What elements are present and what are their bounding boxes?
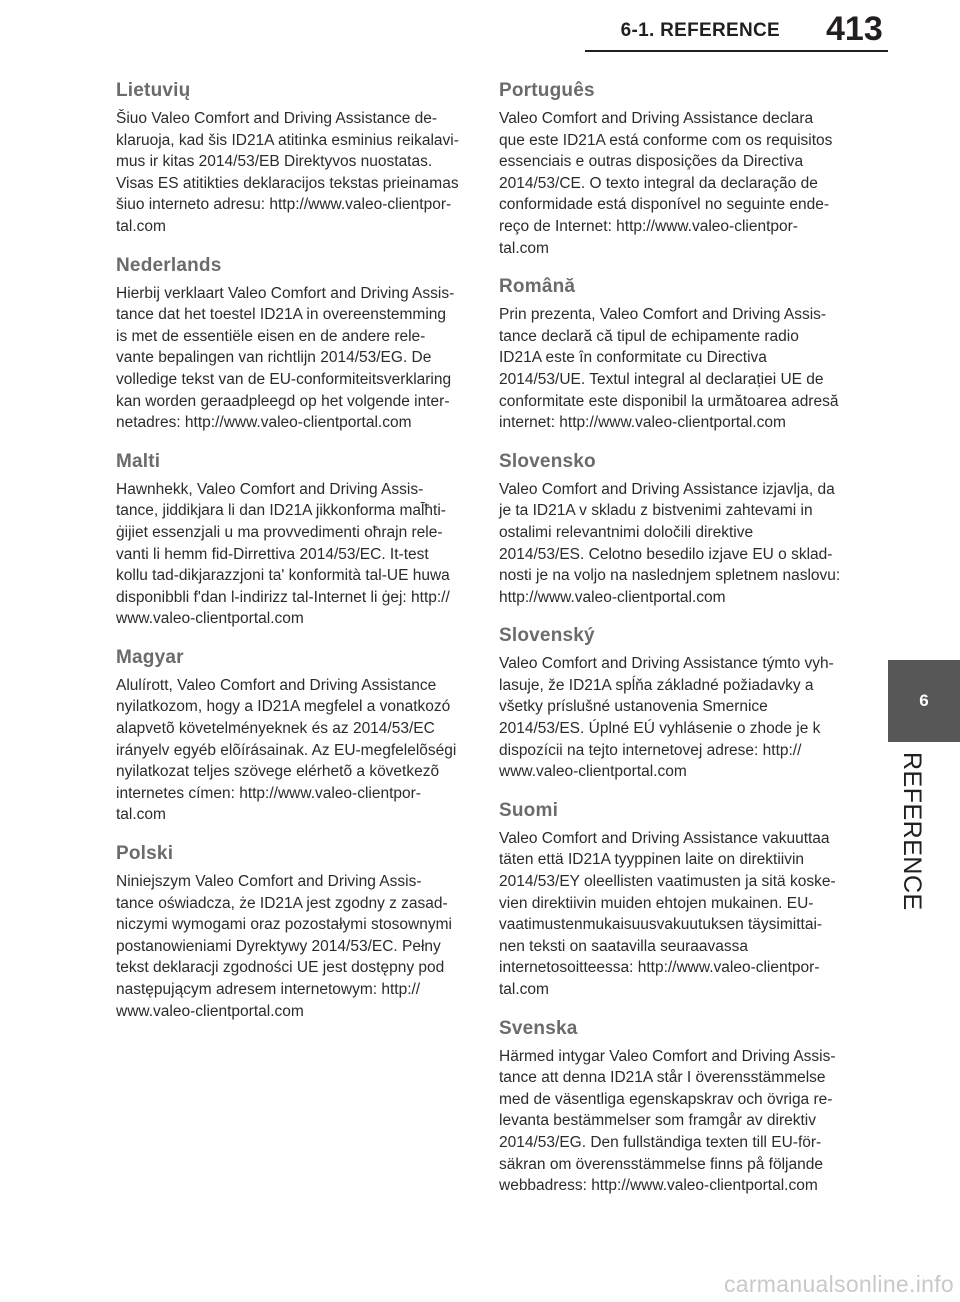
declaration-text: Valeo Comfort and Driving Assistance izjavlja, da je ta ID21A v skladu z bistvenimi zahtevami in ostalimi relevantnimi določili direktive 2014/53/ES. Celotno besedilo izjave EU o sklad- nosti je na voljo na naslednjem spletnem naslovu: http://www.valeo-clientportal.com [499,480,841,606]
language-heading: Nederlands [116,254,222,276]
page-number: 413 [826,10,883,48]
declaration-svenska [499,1018,849,1197]
declaration-text: Hawnhekk, Valeo Comfort and Driving Assis- tance, jiddikjara li dan ID21A jikkonforma mal̄ħti- ġijiet essenzjali u ma provvedimenti oħrajn rele- vanti li hemm fid-Dirrettiva 2014/53/EC. It-test kollu tad-dikjarazzjoni ta' konformità tal-UE huwa disponibbli f'dan l-indirizz tal-Internet li ġej: http:// www.valeo-clientportal.com [116,480,450,628]
language-heading: Slovensko [499,450,596,472]
language-heading: Português [499,80,595,101]
declaration-romana [499,276,849,434]
language-heading: Slovenský [499,625,595,647]
declaration-slovensko [499,451,849,609]
declaration-text: Alulírott, Valeo Comfort and Driving Assistance nyilatkozom, hogy a ID21A megfelel a vonatkozó alapvetõ követelményeknek és az 2014/53/EC irányelv egyéb elõírásainak. Az EU-megfelelõségi nyilatkozat teljes szövege elérhetõ a következõ internetes címen: http://www.valeo-clientpor- tal.com [116,676,457,824]
chapter-title: REFERENCE [898,752,926,911]
declaration-magyar [116,647,466,826]
declaration-text: Härmed intygar Valeo Comfort and Driving Assis- tance att denna ID21A står I överensstämmelse med de väsentliga egenskapskrav och övriga re- levanta bestämmelser som framgår av direktiv 2014/53/EG. Den fullständiga texten till EU-för- säkran om överensstämmelse finns på följande webbadress: http://www.valeo-clientportal.com [499,1047,836,1195]
language-heading: Magyar [116,646,184,668]
language-heading: Svenska [499,1017,578,1039]
declaration-text: Valeo Comfort and Driving Assistance vakuuttaa täten että ID21A tyyppinen laite on direktiivin 2014/53/EY oleellisten vaatimusten ja sitä koske- vien direktiivin muiden ehtojen mukainen. EU- vaatimustenmukaisuusvakuutuksen täysimittai- nen teksti on saatavilla seuraavassa internetosoitteessa: http://www.valeo-clientpor- tal.com [499,829,836,998]
declaration-malti [116,451,466,630]
declaration-suomi [499,800,849,1001]
chapter-number: 6 [919,691,929,710]
declaration-text: Valeo Comfort and Driving Assistance declara que este ID21A está conforme com os requisitos essenciais e outras disposições da Directiva 2014/53/CE. O texto integral da declaração de conformidade está disponível no seguinte ende- reço de Internet: http://www.valeo-clientpor- tal.com [499,110,833,257]
declaration-portugues [499,80,849,259]
language-heading: Polski [116,843,174,865]
declaration-text: Prin prezenta, Valeo Comfort and Driving Assis- tance declară că tipul de echipamente radio ID21A este în conformitate cu Directiva 2014/53/UE. Textul integral al declarației UE de conformitate este disponibil la următoarea adresă internet: http://www.valeo-clientportal.com [499,306,839,432]
left-column [116,80,466,1039]
chapter-tab-title [888,744,960,934]
chapter-tab-number[interactable] [888,660,960,742]
language-heading: Lietuvių [116,80,191,101]
declaration-nederlands [116,255,466,434]
right-column [499,80,849,1214]
language-heading: Română [499,276,576,298]
declaration-polski [116,843,466,1022]
declaration-slovensky [499,625,849,783]
language-heading: Suomi [499,799,559,821]
language-heading: Malti [116,450,161,472]
declaration-lietuviu [116,80,466,238]
declaration-text: Hierbij verklaart Valeo Comfort and Driving Assis- tance dat het toestel ID21A in overeenstemming is met de essentiële eisen en de andere rele- vante bepalingen van richtlijn 2014/53/EG. De volledige tekst van de EU-conformiteitsverklaring kan worden geraadpleegd op het volgende inter- netadres: http://www.valeo-clientportal.com [116,284,455,432]
header-rule [585,50,888,52]
declaration-text: Niniejszym Valeo Comfort and Driving Assis- tance oświadcza, że ID21A jest zgodny z zasad- niczymi wymogami oraz pozostałymi stosownymi postanowieniami Dyrektywy 2014/53/EC. Pełny tekst deklaracji zgodności UE jest dostępny pod następującym adresem internetowym: http:// www.valeo-clientportal.com [116,873,452,1020]
declaration-text: Valeo Comfort and Driving Assistance týmto vyh- lasuje, že ID21A spĺňa základné požiadavky a všetky príslušné ustanovenia Smernice 2014/53/ES. Úplné EÚ vyhlásenie o zhode je k dispozícii na tejto internetovej adrese: http:// www.valeo-clientportal.com [499,655,834,781]
section-label: 6-1. REFERENCE [620,20,780,41]
page-header [0,0,960,62]
watermark: carmanualsonline.info [723,1271,954,1297]
declaration-text: Šiuo Valeo Comfort and Driving Assistance de- klaruoja, kad šis ID21A atitinka esminius reikalavi- mus ir kitas 2014/53/EB Direktyvos nuostatas. Visas ES atitikties deklaracijos tekstas prieinamas šiuo interneto adresu: http://www.valeo-clientpor- tal.com [116,110,459,235]
